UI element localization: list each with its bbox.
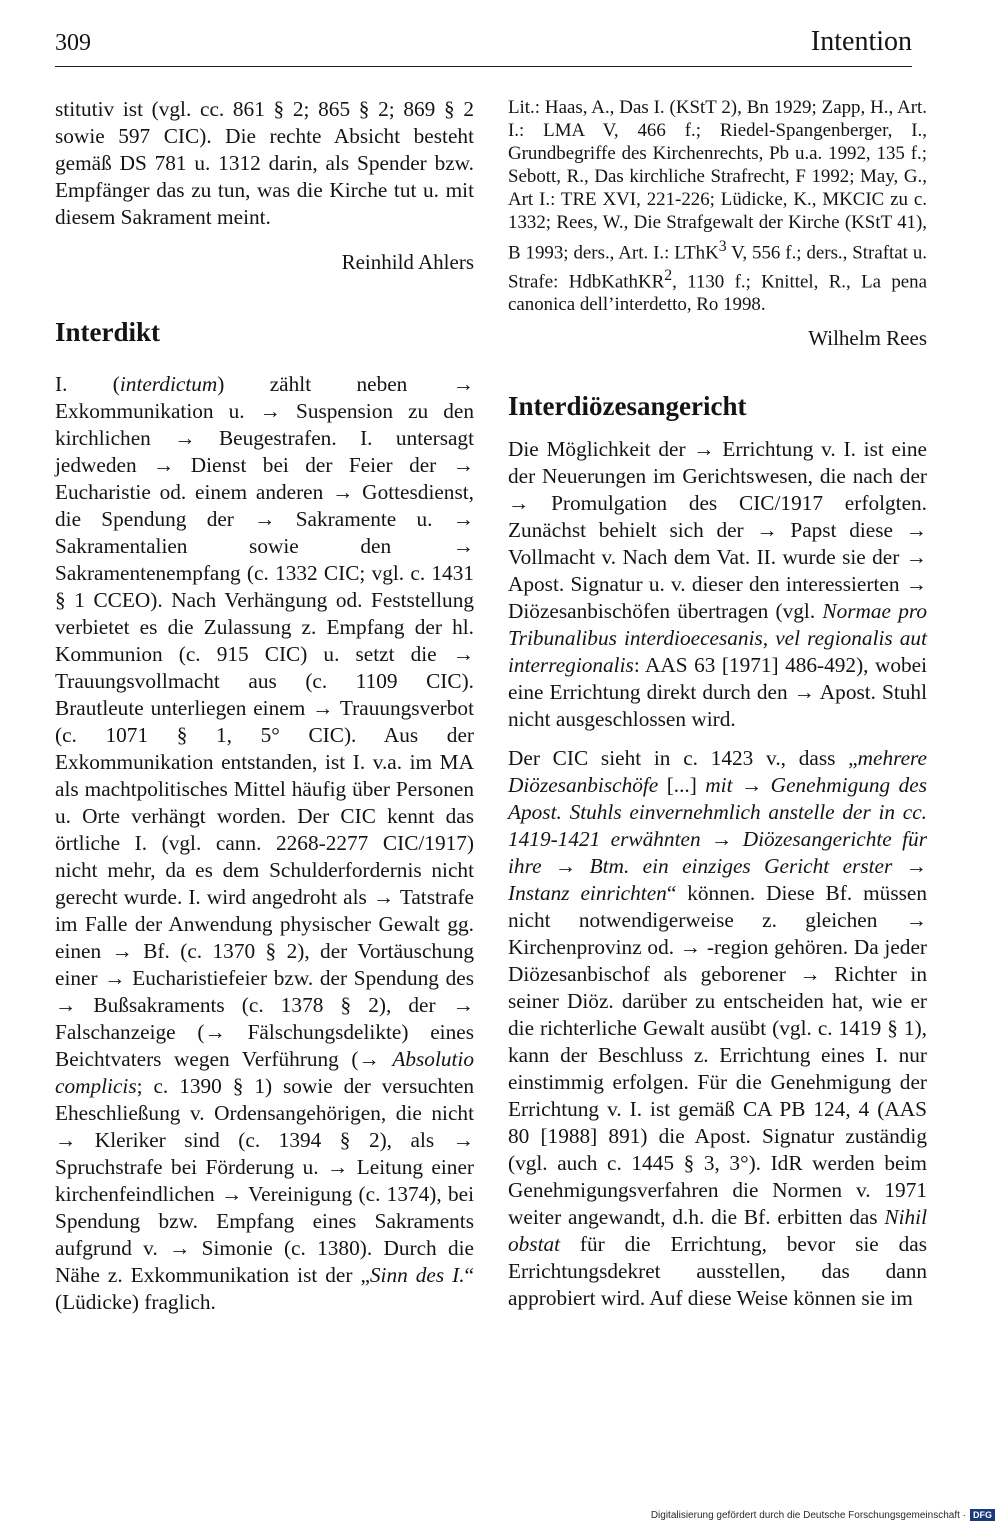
- entry-heading-interdikt: Interdikt: [55, 317, 161, 347]
- author-signature: Reinhild Ahlers: [341, 250, 474, 274]
- literature-list: Lit.: Haas, A., Das I. (KStT 2), Bn 1929; Zapp, H., Art. I.: LMA V, 466 f.; Riedel-Spangenberger, I., Grundbegriffe des Kirchenrechts, Pb u.a. 1992, 135 f.; Sebott, R., Das kirchliche Strafrecht, F 1992; May, G., Art I.: TRE XVI, 221-226; Lüdicke, K., MKCIC zu c. 1332; Rees, W., Die Strafgewalt der Kirche (KStT 41), B 1993; ders., Art. I.: LThK$^3$ V, 556 f.; ders., Straftat u. Strafe: HdbKathKR$^2$, 1130 f.; Knittel, R., La pena canonica dell’interdetto, Ro 1998.: [508, 97, 928, 316]
- page-number: 309: [55, 30, 91, 56]
- interdioezesangericht-paragraph-1: Die Möglichkeit der → Errichtung v. I. ist eine der Neuerungen im Gerichtswesen, die nach der → Promulgation des CIC/1917 erfolgten. Zunächst behielt sich der → Papst diese → Vollmacht v. Nach dem Vat. II. wurde sie der → Apost. Signatur u. v. dieser den interessierten → Diözesanbischöfen übertragen (vgl. Normae pro Tribunalibus interdioecesanis, vel regionalis aut interregionalis: AAS 63 [1971] 486-492), wobei eine Errichtung direkt durch den → Apost. Stuhl nicht ausgeschlossen wird.: [508, 437, 927, 732]
- interdioezesangericht-paragraph-2: Der CIC sieht in c. 1423 v., dass „mehrere Diözesanbischöfe [...] mit → Genehmigung des Apost. Stuhls einvernehmlich anstelle der in cc. 1419-1421 erwähnten → Diözesangerichte für ihre → Btm. ein einziges Gericht erster → Instanz einrichten“ können. Diese Bf. müssen nicht notwendigerweise z. gleichen → Kirchenprovinz od. → -region gehören. Da jeder Diözesanbischof als geborener → Richter in seiner Diöz. darüber zu entscheiden hat, wie er die richterliche Gewalt ausübt (vgl. c. 1419 § 1), kann der Beschluss z. Errichtung eines I. nur einstimmig erfolgen. Für die Genehmigung der Errichtung v. I. ist gemäß CA PB 124, 4 (AAS 80 [1988] 891) die Apost. Signatur zuständig (vgl. auch c. 1445 § 3, 3°). IdR werden beim Genehmigungsverfahren die Normen v. 1971 weiter angewandt, d.h. die Bf. erbitten das Nihil obstat für die Errichtung, bevor sie das Errichtungsdekret ausstellen, das dann approbiert wird. Auf diese Weise können sie im: [508, 746, 927, 1311]
- right-column: [508, 96, 927, 1312]
- page-header: [0, 0, 1000, 70]
- interdikt-paragraph: I. (interdictum) zählt neben → Exkommunikation u. → Suspension zu den kirchlichen → Beugestrafen. I. untersagt jedweden → Dienst bei der Feier der → Eucharistie od. einem anderen → Gottesdienst, die Spendung der → Sakramente u. → Sakramentalien sowie den → Sakramentenempfang (c. 1332 CIC; vgl. c. 1431 § 1 CCEO). Nach Verhängung od. Feststellung verbietet es die Zulassung z. Empfang der hl. Kommunion (c. 915 CIC) u. setzt die → Trauungsvollmacht aus (c. 1109 CIC). Brautleute unterliegen einem → Trauungsverbot (c. 1071 § 1, 5° CIC). Aus der Exkommunikation entstanden, ist I. v.a. im MA als machtpolitisches Mittel häufig über Personen u. Orte verhängt worden. Der CIC kennt das örtliche I. (vgl. cann. 2268-2277 CIC/1917) nicht mehr, da es dem Schulderfordernis nicht gerecht wurde. I. wird angedroht als → Tatstrafe im Falle der Anwendung physischer Gewalt gg. einen → Bf. (c. 1370 § 2), der Vortäuschung einer → Eucharistiefeier bzw. der Spendung des → Bußsakraments (c. 1378 § 2), der → Falschanzeige (→ Fälschungsdelikte) eines Beichtvaters wegen Verführung (→ Absolutio complicis; c. 1390 § 1) sowie der versuchten Eheschließung v. Ordensangehörigen, die nicht → Kleriker sind (c. 1394 § 2), als → Spruchstrafe bei Förderung u. → Leitung einer kirchenfeindlichen → Vereinigung (c. 1374), bei Spendung bzw. Empfang eines Sakraments aufgrund v. → Simonie (c. 1380). Durch die Nähe z. Exkommunikation ist der „Sinn des I.“ (Lüdicke) fraglich.: [55, 372, 474, 1314]
- left-column: [55, 96, 474, 1316]
- running-head: Intention: [810, 26, 912, 57]
- footer-text: Digitalisierung gefördert durch die Deutsche Forschungsgemeinschaft ·: [650, 1510, 966, 1521]
- dfg-logo: DFG: [970, 1509, 995, 1521]
- entry-heading-interdioezesangericht: Interdiözesangericht: [508, 391, 747, 422]
- digitization-footer: [651, 1508, 995, 1524]
- header-rule: [55, 66, 912, 67]
- continuation-paragraph: stitutiv ist (vgl. cc. 861 § 2; 865 § 2; 869 § 2 sowie 597 CIC). Die rechte Absicht besteht gemäß DS 781 u. 1312 darin, als Spender bzw. Empfänger das zu tun, was die Kirche tut u. mit diesem Sakrament meint.: [55, 97, 474, 229]
- author-signature: Wilhelm Rees: [808, 326, 927, 351]
